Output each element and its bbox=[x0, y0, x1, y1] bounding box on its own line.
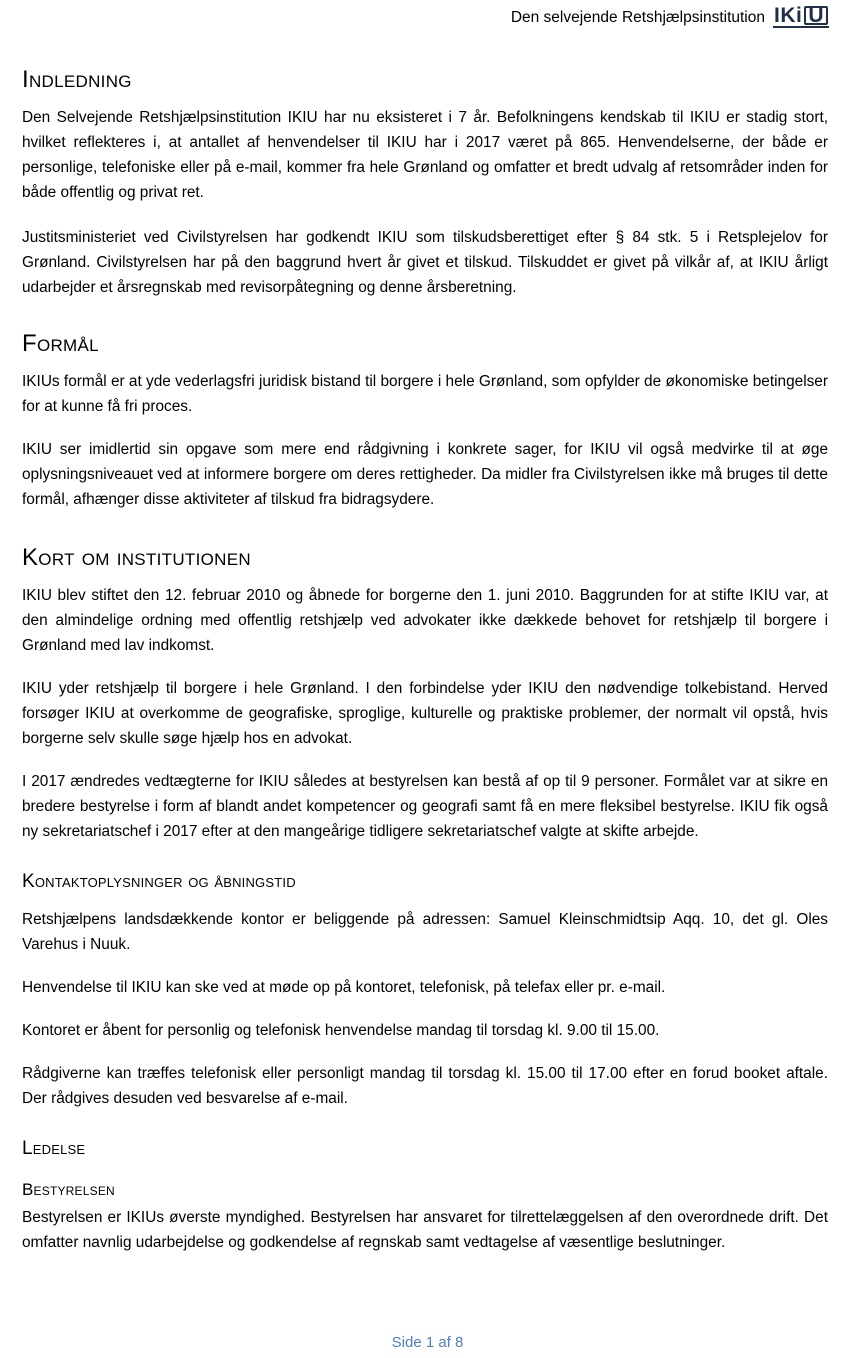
page-number: Side 1 af 8 bbox=[391, 1334, 464, 1351]
heading-kort-om-institutionen: Kort om institutionen bbox=[22, 544, 251, 571]
paragraph-kontakt-3: Kontoret er åbent for personlig og telefonisk henvendelse mandag til torsdag kl. 9.00 til 15.00. bbox=[22, 1022, 660, 1039]
subheading-bestyrelsen: Bestyrelsen bbox=[22, 1180, 115, 1199]
paragraph-kontakt-2: Henvendelse til IKIU kan ske ved at møde op på kontoret, telefonisk, på telefax eller pr. e-mail. bbox=[22, 979, 666, 996]
paragraph-kort-3: I 2017 ændredes vedtægterne for IKIU således at bestyrelsen kan bestå af op til 9 personer. Formålet var at sikre en bredere bestyrelse i form af blandt andet kompetencer og geografi samt få en mere fleksibel bestyrelse. IKIU fik også ny sekretariatschef i 2017 efter at den mangeårige tidligere sekretariatschef valgte at skifte arbejde. bbox=[22, 773, 828, 840]
paragraph-indledning-1: Den Selvejende Retshjælpsinstitution IKIU har nu eksisteret i 7 år. Befolkningens kendskab til IKIU er stadig stort, hvilket reflekteres i, at antallet af henvendelser til IKIU har i 2017 været på 865. Henvendelserne, der både er personlige, telefoniske eller på e-mail, kommer fra hele Grønland og omfatter et bredt udvalg af retsområder inden for både offentlig og privat ret. bbox=[22, 109, 828, 201]
header-title: Den selvejende Retshjælpsinstitution bbox=[510, 9, 765, 26]
paragraph-formaal-2: IKIU ser imidlertid sin opgave som mere end rådgivning i konkrete sager, for IKIU vil også medvirke til at øge oplysningsniveauet ved at informere borgere om deres rettigheder. Da midler fra Civilstyrelsen ikke må bruges til dette formål, afhænger disse aktiviteter af tilskud fra bidragsydere. bbox=[22, 441, 828, 508]
paragraph-kontakt-1: Retshjælpens landsdækkende kontor er beliggende på adressen: Samuel Kleinschmidtsip Aqq. 10, det gl. Oles Varehus i Nuuk. bbox=[22, 911, 828, 953]
page-header bbox=[511, 4, 829, 30]
paragraph-ledelse-1: Bestyrelsen er IKIUs øverste myndighed. Bestyrelsen har ansvaret for tilrettelæggelsen af den overordnede drift. Det omfatter navnlig udarbejdelse og godkendelse af regnskab samt vedtagelse af væsentlige beslutninger. bbox=[22, 1209, 828, 1251]
paragraph-kontakt-4: Rådgiverne kan træffes telefonisk eller personligt mandag til torsdag kl. 15.00 til 17.00 efter en forud booket aftale. Der rådgives desuden ved besvarelse af e-mail. bbox=[22, 1065, 828, 1107]
paragraph-kort-1: IKIU blev stiftet den 12. februar 2010 og åbnede for borgerne den 1. juni 2010. Baggrunden for at stifte IKIU var, at den almindelige ordning med offentlig retshjælp ved advokater ikke dækkede behovet for retshjælp til borgere i Grønland med lav indkomst. bbox=[22, 587, 828, 654]
ikiu-logo: IK i U bbox=[773, 6, 829, 28]
heading-kontakt: Kontaktoplysninger og åbningstid bbox=[22, 871, 296, 892]
paragraph-kort-2: IKIU yder retshjælp til borgere i hele Grønland. I den forbindelse yder IKIU den nødvendige tolkebistand. Herved forsøger IKIU at overkomme de geografiske, sproglige, kulturelle og praktiske problemer, der normalt vil opstå, hvis borgerne selv skulle søge hjælp hos en advokat. bbox=[22, 680, 828, 747]
heading-ledelse: Ledelse bbox=[22, 1138, 86, 1159]
heading-indledning: Indledning bbox=[22, 66, 132, 93]
paragraph-indledning-2: Justitsministeriet ved Civilstyrelsen har godkendt IKIU som tilskudsberettiget efter § 84 stk. 5 i Retsplejelov for Grønland. Civilstyrelsen har på den baggrund hvert år givet et tilskud. Tilskuddet er givet på vilkår af, at IKIU årligt udarbejder et årsregnskab med revisorpåtegning og denne årsberetning. bbox=[22, 229, 828, 296]
paragraph-formaal-1: IKIUs formål er at yde vederlagsfri juridisk bistand til borgere i hele Grønland, som opfylder de økonomiske betingelser for at kunne få fri proces. bbox=[22, 373, 828, 415]
heading-formaal: Formål bbox=[22, 330, 99, 357]
